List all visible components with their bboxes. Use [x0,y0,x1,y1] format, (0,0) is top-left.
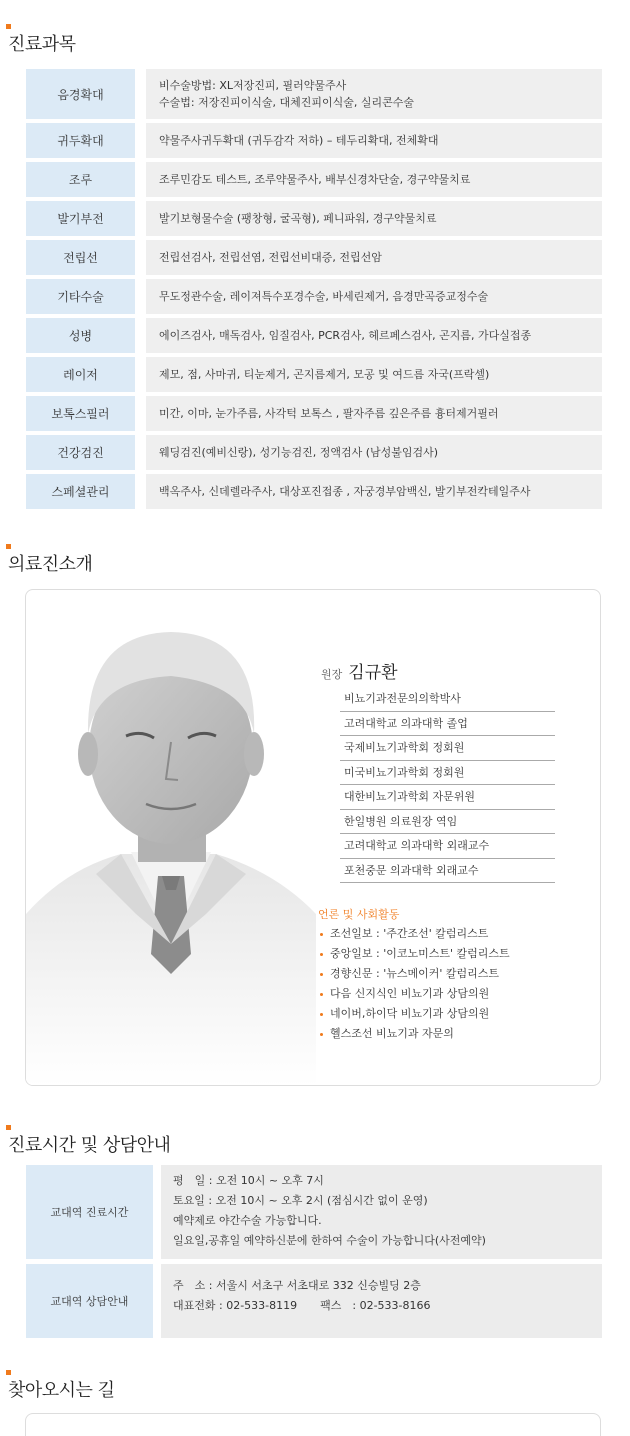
row-content: 에이즈검사, 매독검사, 임질검사, PCR검사, 헤르페스검사, 곤지름, 가다실접종 [146,318,602,353]
list-item: 헬스조선 비뇨기과 자문의 [318,1024,588,1044]
table-row [26,318,602,353]
row-content: 주 소 : 서울시 서초구 서초대로 332 신승빌딩 2층 대표전화 : 02-533-8119 팩스 : 02-533-8166 [161,1264,602,1338]
table-row [26,396,602,431]
table-row [26,69,602,119]
hours-table [26,1165,602,1343]
row-header: 보톡스필러 [26,396,135,431]
row-content: 조루민감도 테스트, 조루약물주사, 배부신경차단술, 경구약물치료 [146,162,602,197]
doctor-info [318,658,588,1044]
list-item: 경향신문 : '뉴스메이커' 칼럼리스트 [318,964,588,984]
row-content: 미간, 이마, 눈가주름, 사각턱 보톡스 , 팔자주름 깊은주름 흉터제거필러 [146,396,602,431]
row-header: 귀두확대 [26,123,135,158]
map-container [25,1413,601,1436]
row-header: 조루 [26,162,135,197]
row-header: 발기부전 [26,201,135,236]
row-header: 건강검진 [26,435,135,470]
list-item: 고려대학교 의과대학 외래교수 [340,834,555,859]
list-item: 중앙일보 : '이코노미스트' 칼럼리스트 [318,944,588,964]
list-item: 비뇨기과전문의의학박사 [340,687,555,712]
list-item: 포천중문 의과대학 외래교수 [340,859,555,884]
row-content: 비수술방법: XL저장진피, 필러약물주사 수술법: 저장진피이식술, 대체진피이식술, 실리콘수술 [146,69,602,119]
row-content: 평 일 : 오전 10시 ~ 오후 7시 토요일 : 오전 10시 ~ 오후 2시 (점심시간 없이 운영) 예약제로 야간수술 가능합니다. 일요일,공휴일 예약하신분에 한하여 수술이 가능합니다(사전예약) [161,1165,602,1259]
row-header: 교대역 상담안내 [26,1264,153,1338]
bullet-icon [320,993,323,996]
bullet-icon [320,1013,323,1016]
list-item: 고려대학교 의과대학 졸업 [340,712,555,737]
table-row [26,240,602,275]
title-marker [6,1125,11,1130]
media-activity-title: 언론 및 사회활동 [318,908,400,921]
row-content: 발기보형물수술 (팽창형, 굴곡형), 페니파워, 경구약물치료 [146,201,602,236]
list-item: 미국비뇨기과학회 정회원 [340,761,555,786]
list-item: 국제비뇨기과학회 정회원 [340,736,555,761]
row-header: 레이저 [26,357,135,392]
table-row [26,1165,602,1259]
table-row [26,123,602,158]
row-header: 기타수술 [26,279,135,314]
section-title-staff: 의료진소개 [8,550,92,576]
doctor-name-line [321,658,588,683]
section-title-directions: 찾아오시는 길 [8,1376,115,1402]
list-item: 대한비뇨기과학회 자문위원 [340,785,555,810]
row-content: 전립선검사, 전립선염, 전립선비대증, 전립선암 [146,240,602,275]
career-list [340,687,555,883]
table-row [26,357,602,392]
bullet-icon [320,973,323,976]
row-content: 웨딩검진(예비신랑), 성기능검진, 정액검사 (남성불임검사) [146,435,602,470]
doctor-profile-card [25,589,601,1086]
title-marker [6,24,11,29]
treatment-table [26,69,602,513]
row-header: 교대역 진료시간 [26,1165,153,1259]
row-header: 음경확대 [26,69,135,119]
table-row [26,435,602,470]
table-row [26,201,602,236]
title-marker [6,1370,11,1375]
doctor-photo [26,614,316,1086]
row-content: 무도정관수술, 레이져특수포경수술, 바세린제거, 음경만곡증교정수술 [146,279,602,314]
section-title-hours: 진료시간 및 상담안내 [8,1131,170,1157]
list-item: 조선일보 : '주간조선' 칼럼리스트 [318,924,588,944]
doctor-name: 김규환 [348,663,398,683]
title-marker [6,544,11,549]
table-row [26,1264,602,1338]
row-header: 스페셜관리 [26,474,135,509]
bullet-icon [320,953,323,956]
row-content: 백옥주사, 신데렐라주사, 대상포진접종 , 자궁경부암백신, 발기부전칵테일주사 [146,474,602,509]
list-item: 한일병원 의료원장 역임 [340,810,555,835]
doctor-role: 원장 [321,668,343,681]
row-header: 전립선 [26,240,135,275]
bullet-icon [320,933,323,936]
table-row [26,162,602,197]
list-item: 다음 신지식인 비뇨기과 상담의원 [318,984,588,1004]
table-row [26,279,602,314]
row-content: 약물주사귀두확대 (귀두감각 저하) – 테두리확대, 전체확대 [146,123,602,158]
media-activity-list [318,924,588,1044]
section-title-treatment: 진료과목 [8,30,76,56]
bullet-icon [320,1033,323,1036]
table-row [26,474,602,509]
row-content: 제모, 점, 사마귀, 티눈제거, 곤지름제거, 모공 및 여드름 자국(프락셀) [146,357,602,392]
row-header: 성병 [26,318,135,353]
list-item: 네이버,하이닥 비뇨기과 상담의원 [318,1004,588,1024]
